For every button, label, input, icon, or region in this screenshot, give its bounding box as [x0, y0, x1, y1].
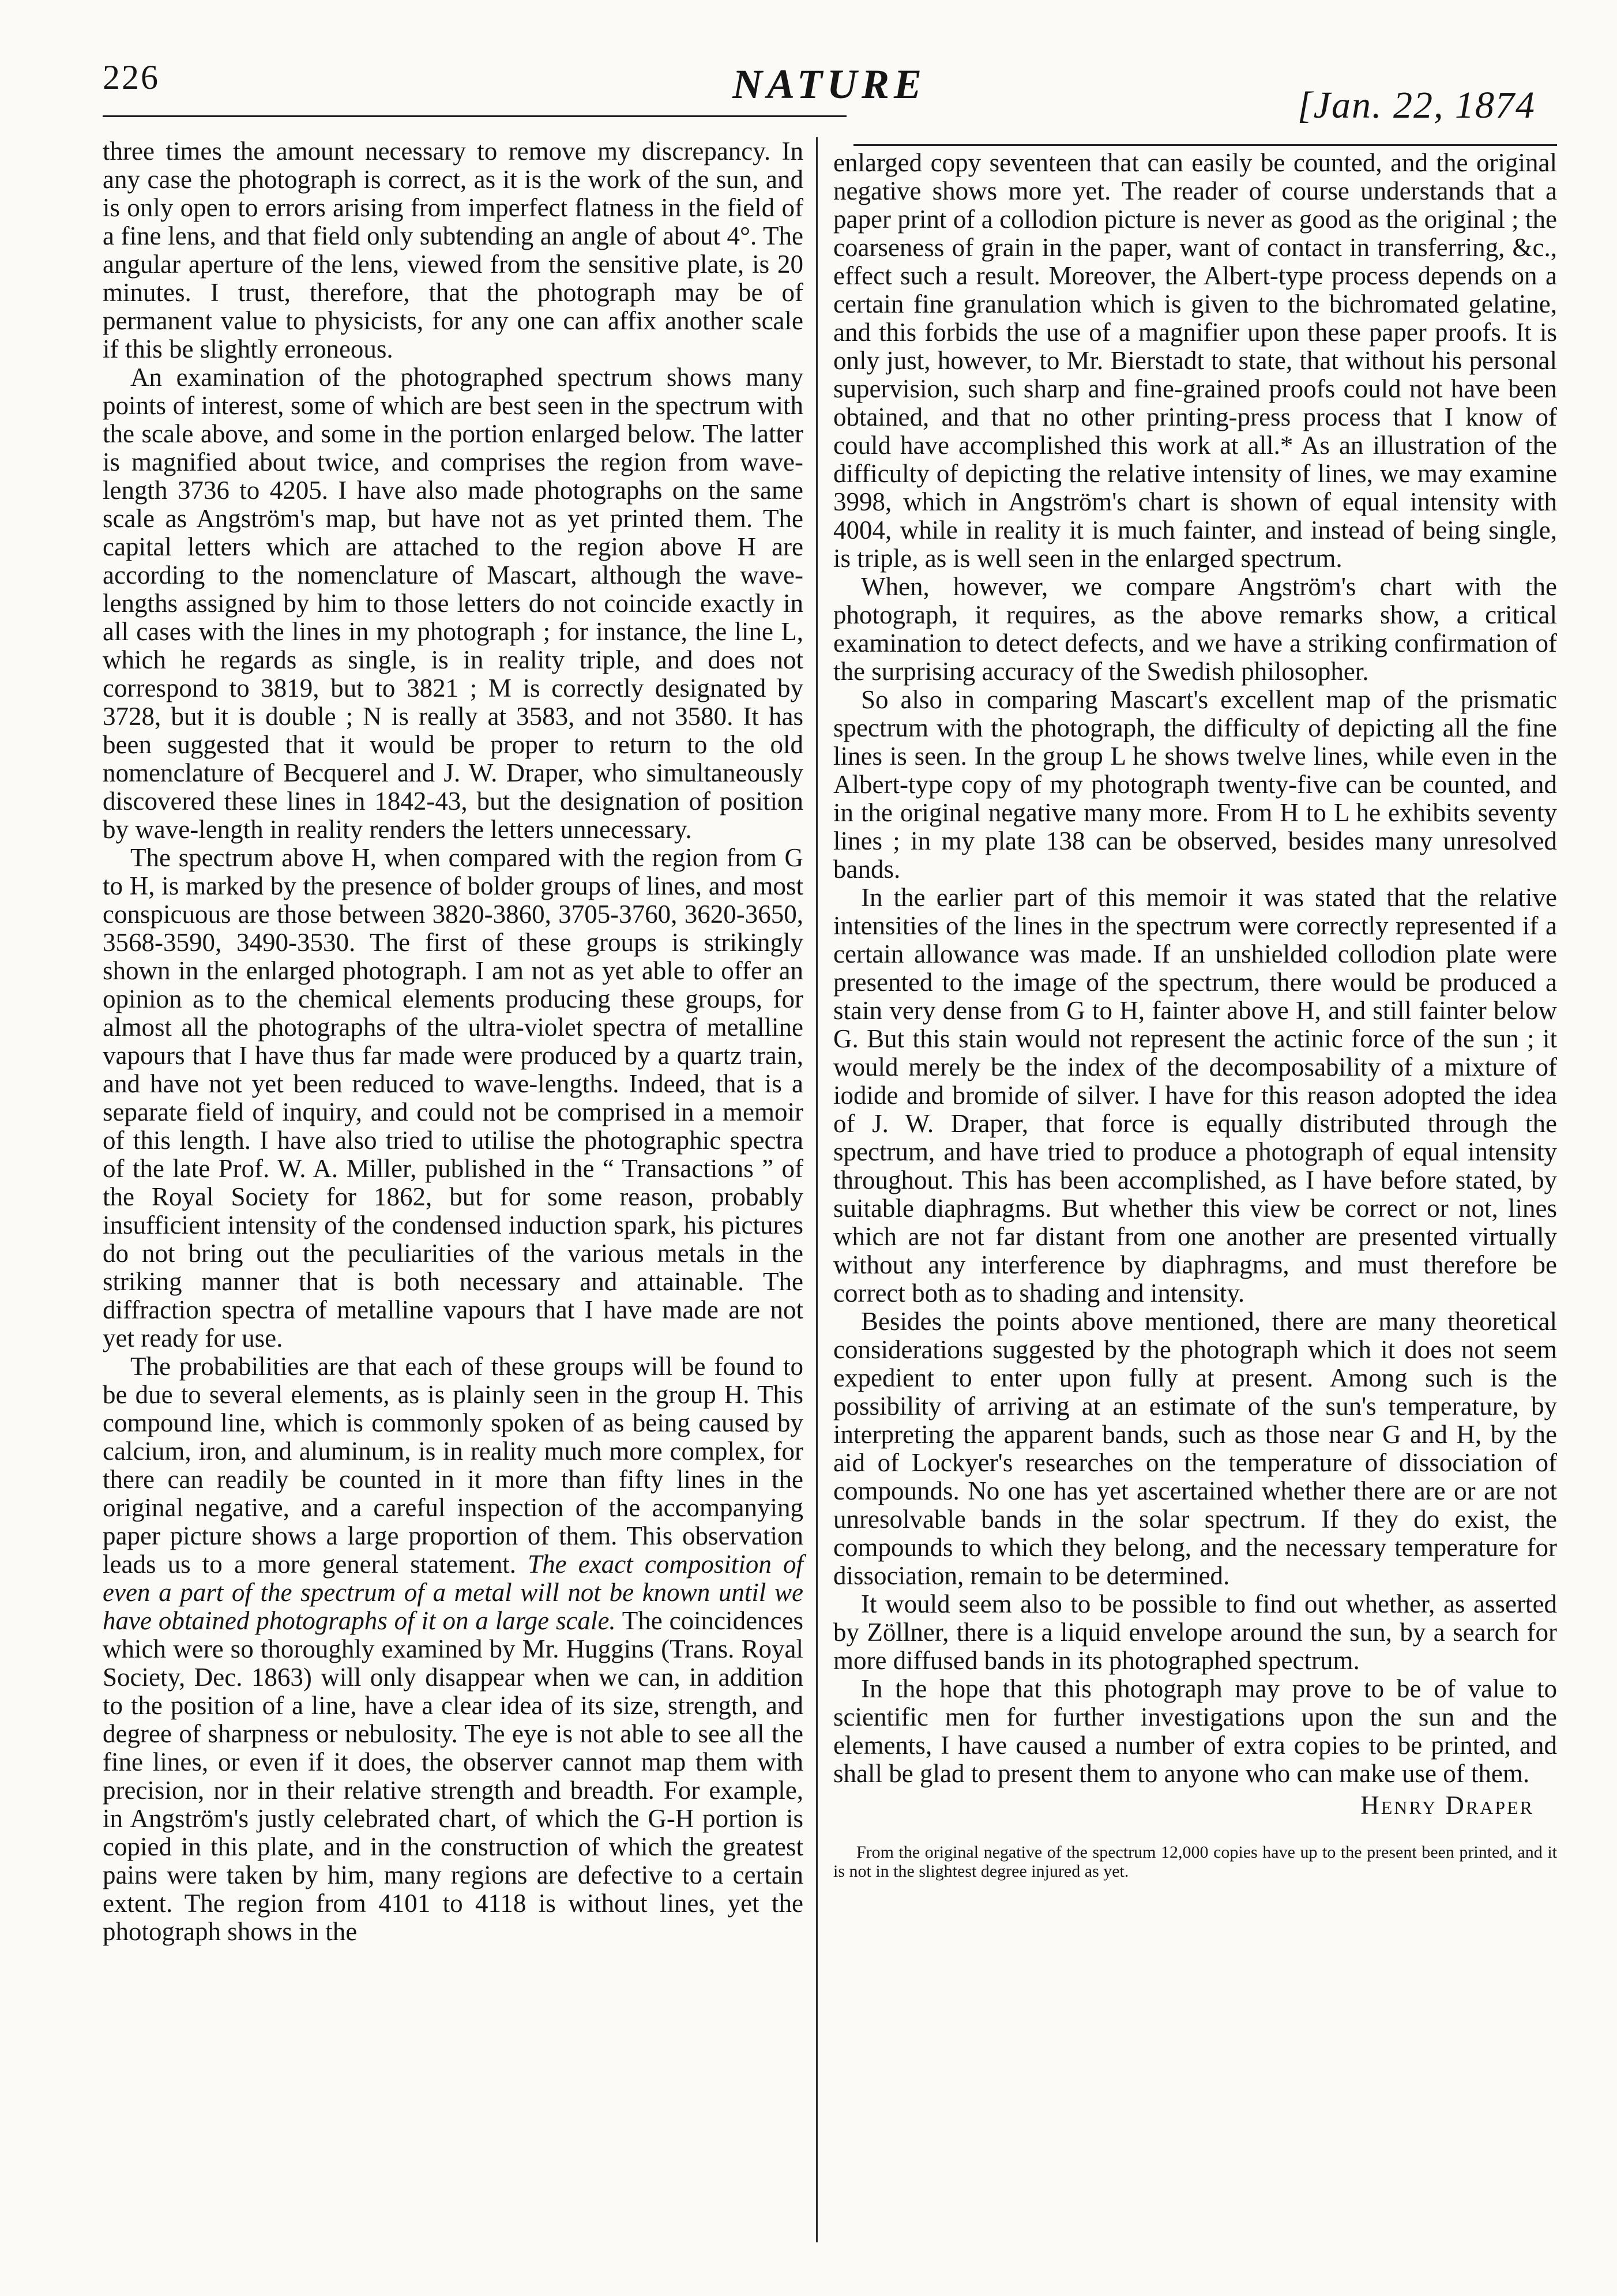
paragraph: When, however, we compare Angström's chart with the photograph, it requires, as the above remarks show, a critical examination to detect defects, and we have a striking confirmation of the surprising accuracy of the Swedish philosopher.	[833, 572, 1557, 686]
header-rule-left	[103, 115, 847, 117]
author-signature: Henry Draper	[1360, 1791, 1534, 1820]
paragraph: It would seem also to be possible to find out whether, as asserted by Zöllner, there is a liquid envelope around the sun, by a search for more diffused bands in its photographed spectrum.	[833, 1589, 1557, 1675]
issue-date: [Jan. 22, 1874	[1298, 84, 1536, 126]
paragraph: enlarged copy seventeen that can easily be counted, and the original negative shows more yet. The reader of course understands that a paper print of a collodion picture is never as good as the original ; the coarseness of grain in the paper, want of contact in transferring, &c., effect such a result. Moreover, the Albert-type process depends on a certain fine granulation which is given to the bichromated gelatine, and this forbids the use of a magnifier upon these paper proofs. It is only just, however, to Mr. Bierstadt to state, that without his personal supervision, such sharp and fine-grained proofs could not have been obtained, and that no other printing-press process that I know of could have accomplished this work at all.* As an illustration of the difficulty of depicting the relative intensity of lines, we may examine 3998, which in Angström's chart is shown of equal intensity with 4004, while in reality it is much fainter, and instead of being single, is triple, as is well seen in the enlarged spectrum.	[833, 148, 1557, 573]
paragraph-text: The coincidences which were so thoroughly examined by Mr. Huggins (Trans. Royal Society, Dec. 1863) will only disappear when we can, in addition to the position of a line, have a clear idea of its size, strength, and degree of sharpness or nebulosity. The eye is not able to see all the fine lines, or even if it does, the observer cannot map them with precision, nor in their relative strength and breadth. For example, in Angström's justly celebrated chart, of which the G-H portion is copied in this plate, and in the construction of which the greatest pains were taken by him, many regions are defective to a certain extent. The region from 4101 to 4118 is without lines, yet the photograph shows in the	[103, 1606, 804, 1946]
column-separator	[816, 137, 818, 2242]
italic-statement: The exact composition of even a part of the spectrum of a metal will not be known until we have obtained photographs of it on a large scale.	[103, 1550, 803, 1635]
journal-title: NATURE	[732, 61, 927, 107]
paragraph: In the hope that this photograph may prove to be of value to scientific men for further investigations upon the sun and the elements, I have caused a number of extra copies to be printed, and shall be glad to present them to anyone who can make use of them.	[833, 1674, 1557, 1788]
right-column	[833, 149, 1557, 1881]
paragraph-text: The probabilities are that each of these groups will be found to be due to several elements, as is plainly seen in the group H. This compound line, which is commonly spoken of as being caused by calcium, iron, and aluminum, is in reality much more complex, for there can readily be counted in it more than fifty lines in the original negative, and a careful inspection of the accompanying paper picture shows a large proportion of them. This observation leads us to a more general statement.	[103, 1352, 803, 1579]
paragraph: An examination of the photographed spectrum shows many points of interest, some of which are best seen in the spectrum with the scale above, and some in the portion enlarged below. The latter is magnified about twice, and comprises the region from wave-length 3736 to 4205. I have also made photographs on the same scale as Angström's map, but have not as yet printed them. The capital letters which are attached to the region above H are according to the nomenclature of Mascart, although the wave-lengths assigned by him to those letters do not coincide exactly in all cases with the lines in my photograph ; for instance, the line L, which he regards as single, is in reality triple, and does not correspond to 3819, but to 3821 ; M is correctly designated by 3728, but it is double ; N is really at 3583, and not 3580. It has been suggested that it would be proper to return to the old nomenclature of Becquerel and J. W. Draper, who simultaneously discovered these lines in 1842-43, but the designation of position by wave-length in reality renders the letters unnecessary.	[103, 363, 803, 844]
paragraph: In the earlier part of this memoir it was stated that the relative intensities of the lines in the spectrum were correctly represented if a certain allowance was made. If an unshielded collodion plate were presented to the image of the spectrum, there would be produced a stain very dense from G to H, fainter above H, and still fainter below G. But this stain would not represent the actinic force of the sun ; it would merely be the index of the decomposability of a mixture of iodide and bromide of silver. I have for this reason adopted the idea of J. W. Draper, that force is equally distributed through the spectrum, and have tried to produce a photograph of equal intensity throughout. This has been accomplished, as I have before stated, by suitable diaphragms. But whether this view be correct or not, lines which are not far distant from one another are presented virtually without any interference by diaphragms, and must therefore be correct both as to shading and intensity.	[833, 883, 1557, 1307]
paragraph: three times the amount necessary to remove my discrepancy. In any case the photograph is correct, as it is the work of the sun, and is only open to errors arising from imperfect flatness in the field of a fine lens, and that field only subtending an angle of about 4°. The angular aperture of the lens, viewed from the sensitive plate, is 20 minutes. I trust, therefore, that the photograph may be of permanent value to physicists, for any one can affix another scale if this be slightly erroneous.	[103, 137, 803, 363]
paragraph	[103, 1352, 803, 1946]
header-rule-right	[853, 144, 1557, 146]
paragraph: Besides the points above mentioned, there are many theoretical considerations suggested by the photograph which it does not seem expedient to enter upon fully at present. Among such is the possibility of arriving at an estimate of the sun's temperature, by interpreting the apparent bands, such as those near G and H, by the aid of Lockyer's researches on the temperature of dissociation of compounds. No one has yet ascertained whether there are or are not unresolvable bands in the solar spectrum. If they do exist, the compounds to which they belong, and the necessary temperature for dissociation, remain to be determined.	[833, 1307, 1557, 1590]
page-number: 226	[103, 58, 160, 96]
footnote: From the original negative of the spectrum 12,000 copies have up to the present been printed, and it is not in the slightest degree injured as yet.	[833, 1843, 1557, 1881]
page-header	[0, 0, 1617, 150]
left-column	[103, 137, 803, 1946]
paragraph: So also in comparing Mascart's excellent map of the prismatic spectrum with the photograph, the difficulty of depicting all the fine lines is seen. In the group L he shows twelve lines, while even in the Albert-type copy of my photograph twenty-five can be counted, and in the original negative many more. From H to L he exhibits seventy lines ; in my plate 138 can be observed, besides many unresolved bands.	[833, 685, 1557, 884]
paragraph: The spectrum above H, when compared with the region from G to H, is marked by the presence of bolder groups of lines, and most conspicuous are those between 3820-3860, 3705-3760, 3620-3650, 3568-3590, 3490-3530. The first of these groups is strikingly shown in the enlarged photograph. I am not as yet able to offer an opinion as to the chemical elements producing these groups, for almost all the photographs of the ultra-violet spectra of metalline vapours that I have thus far made were produced by a quartz train, and have not yet been reduced to wave-lengths. Indeed, that is a separate field of inquiry, and could not be comprised in a memoir of this length. I have also tried to utilise the photographic spectra of the late Prof. W. A. Miller, published in the “ Transactions ” of the Royal Society for 1862, but for some reason, probably insufficient intensity of the condensed induction spark, his pictures do not bring out the peculiarities of the various metals in the striking manner that is both necessary and attainable. The diffraction spectra of metalline vapours that I have made are not yet ready for use.	[103, 843, 803, 1352]
